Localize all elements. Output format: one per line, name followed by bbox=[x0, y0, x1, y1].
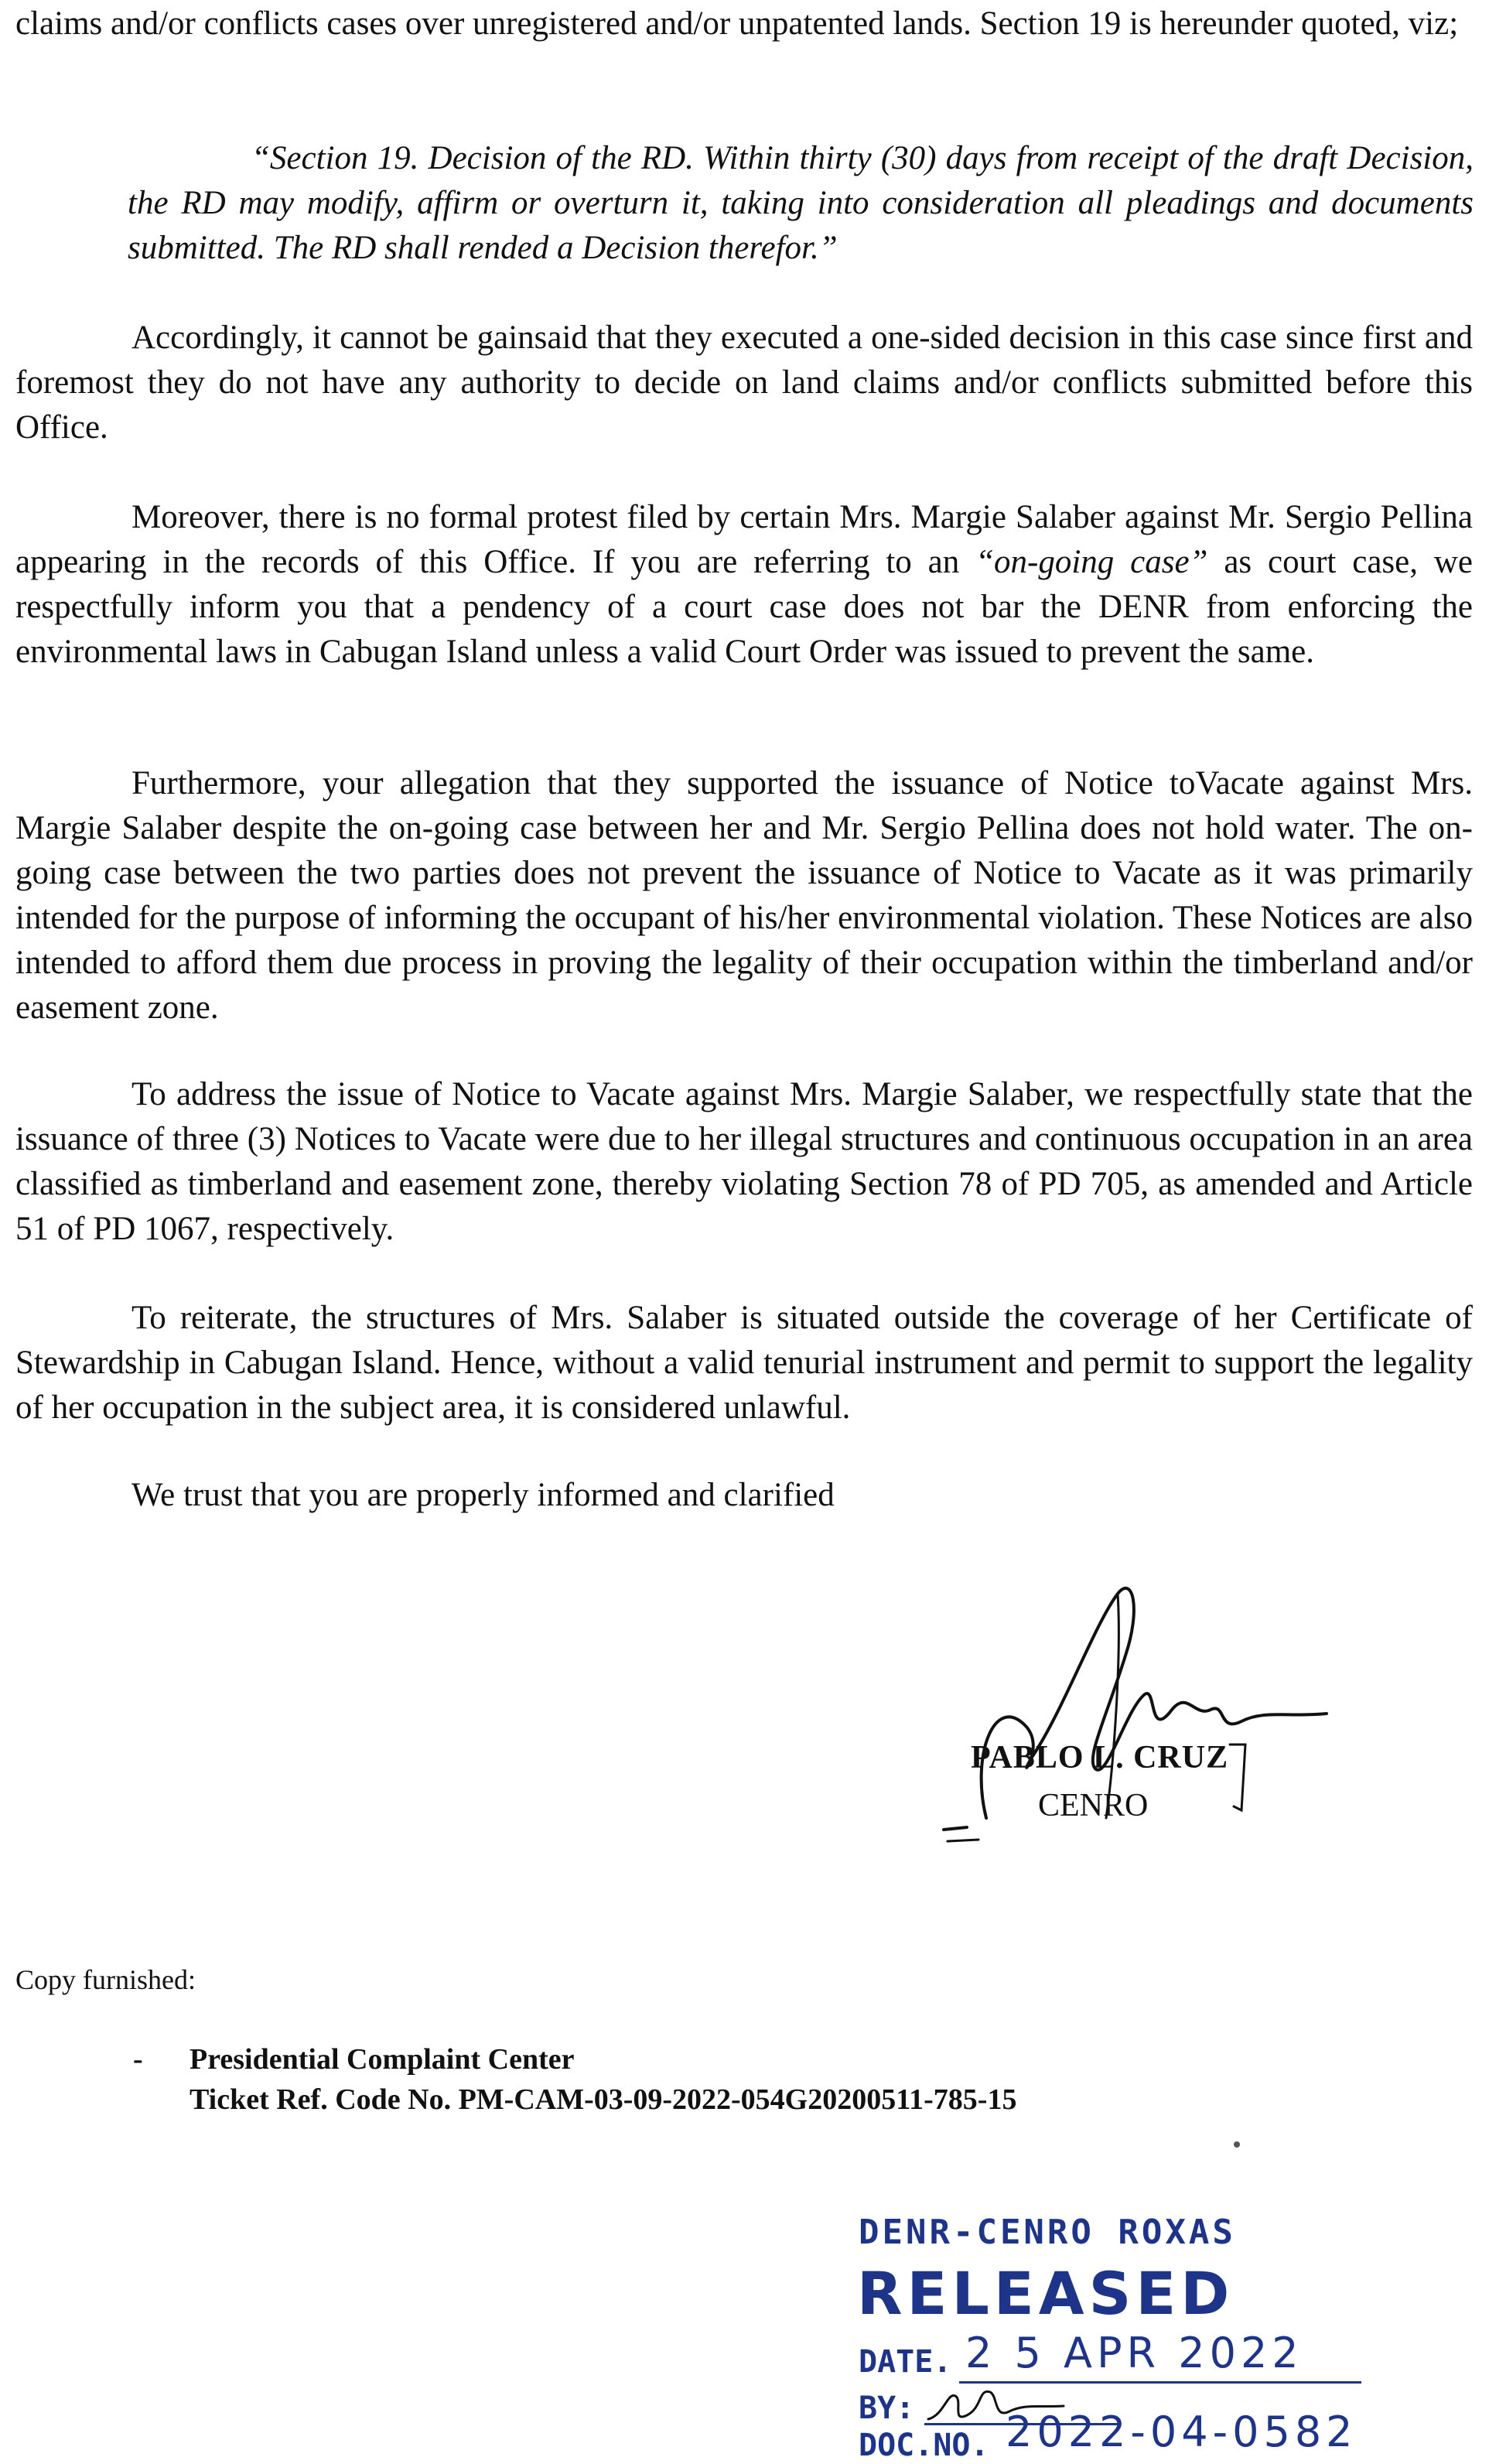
copy-furnished-recipient: Presidential Complaint Center bbox=[190, 2043, 575, 2076]
paragraph-notice-to-vacate: To address the issue of Notice to Vacate against Mrs. Margie Salaber, we respectfully state that the issuance of three (3) Notices to Vacate were due to her illegal structures and continuous occupation in an area classified as timberland and easement zone, thereby violating Section 78 of PD 705, as amended and Article 51 of PD 1067, respectively. bbox=[15, 1076, 1473, 1247]
paragraph-moreover-text-2: as court case, we respectfully inform you that a pendency of a court case does not bar the DENR from enforcing the environmental laws in Cabugan Island unless a valid Court Order was issued to prevent the same. bbox=[15, 544, 1473, 670]
stamp-doc-label: DOC.NO. bbox=[859, 2428, 989, 2463]
paragraph-moreover-emphasis: “on-going case” bbox=[975, 544, 1208, 580]
signatory-title: CENRO bbox=[1038, 1788, 1149, 1823]
copy-furnished-reference: Ticket Ref. Code No. PM-CAM-03-09-2022-054G20200511-785-15 bbox=[190, 2083, 1017, 2116]
copy-furnished-label: Copy furnished: bbox=[15, 1964, 196, 1995]
stamp-status: RELEASED bbox=[857, 2259, 1235, 2328]
paragraph-accordingly: Accordingly, it cannot be gainsaid that they executed a one-sided decision in this case since first and foremost they do not have any authority to decide on land claims and/or conflicts submitted before this Office. bbox=[15, 320, 1473, 446]
stamp-date-value: 2 5 APR 2022 bbox=[965, 2329, 1303, 2377]
released-stamp bbox=[851, 2213, 1485, 2463]
paragraph-moreover bbox=[15, 495, 1473, 675]
quoted-section-19: “Section 19. Decision of the RD. Within thirty (30) days from receipt of the draft Decision, the RD may modify, affirm or overturn it, taking into consideration all pleadings and documents submitted. The RD shall rended a Decision therefor.” bbox=[128, 140, 1474, 266]
paragraph-section-19-intro: claims and/or conflicts cases over unregistered and/or unpatented lands. Section 19 is hereunder quoted, viz; bbox=[15, 5, 1459, 42]
stamp-date-label: DATE. bbox=[859, 2344, 952, 2380]
paragraph-closing: We trust that you are properly informed and clarified bbox=[131, 1477, 835, 1513]
signatory-name: PABLO L. CRUZ bbox=[971, 1740, 1229, 1775]
stamp-date-line bbox=[959, 2381, 1361, 2384]
stamp-doc-value: 2022-04-0582 bbox=[1006, 2408, 1358, 2456]
stamp-by-label: BY: bbox=[859, 2391, 915, 2426]
paragraph-moreover-text-1: Moreover, there is no formal protest filed by certain Mrs. Margie Salaber against Mr. Sergio Pellina appearing in the records of this Office. If you are referring to an bbox=[15, 499, 1473, 580]
ink-dot bbox=[1234, 2141, 1240, 2148]
paragraph-reiterate: To reiterate, the structures of Mrs. Salaber is situated outside the coverage of her Certificate of Stewardship in Cabugan Island. Hence, without a valid tenurial instrument and permit to support the legality of her occupation in the subject area, it is considered unlawful. bbox=[15, 1300, 1473, 1426]
paragraph-furthermore: Furthermore, your allegation that they supported the issuance of Notice toVacate against Mrs. Margie Salaber despite the on-going case between her and Mr. Sergio Pellina does not hold water. The on-going case between the two parties does not prevent the issuance of Notice to Vacate as it was primarily intended for the purpose of informing the occupant of his/her environmental violation. These Notices are also intended to afford them due process in proving the legality of their occupation within the timberland and/or easement zone. bbox=[15, 765, 1473, 1026]
copy-furnished-bullet: - bbox=[133, 2043, 143, 2076]
stamp-office: DENR-CENRO ROXAS bbox=[859, 2213, 1236, 2252]
